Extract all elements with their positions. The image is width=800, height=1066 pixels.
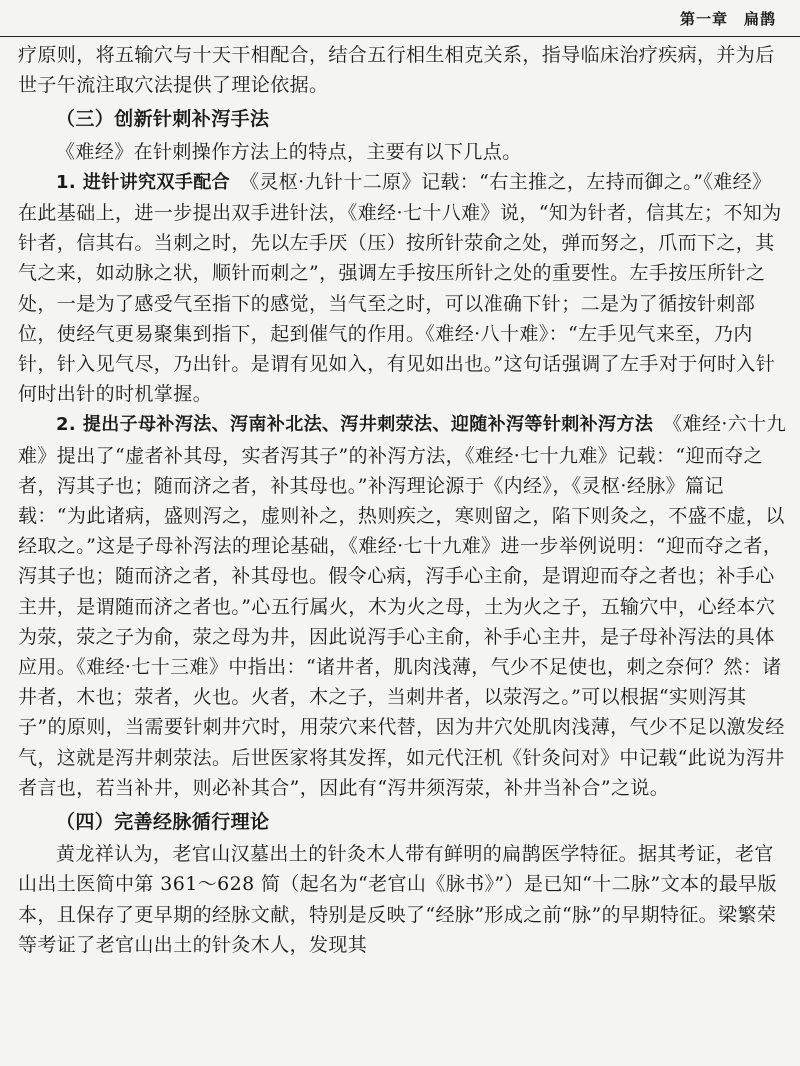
item-2-heading: 2. 提出子母补泻法、泻南补北法、泻井刺荥法、迎随补泻等针刺补泻方法 [56,414,654,436]
section-heading-4: （四）完善经脉循行理论 [56,811,270,834]
item-2-text: 《难经·六十九难》提出了“虚者补其母，实者泻其子”的补泻方法，《难经·七十九难》记载：“迎而夺之者，泻其子也；随而济之者，补其母也。”补泻理论源于《内经》，《灵枢·经脉》篇记载：“为此诸病，盛则泻之，虚则补之，热则疾之，寒则留之，陷下则灸之，不盛不虚，以经取之。”这是子母补泻法的理论基础，《难经·七十九难》进一步举例说明：“迎而夺之者，泻其子也；随而济之者，补其母也。假令心病，泻手心主俞，是谓迎而夺之者也；补手心主井，是谓随而济之者也。”心五行属火，木为火之母，土为火之子，五输穴中，心经本穴为荥，荥之子为俞，荥之母为井，因此说泻手心主俞，补手心主井，是子母补泻法的具体应用。《难经·七十三难》中指出：“诸井者，肌肉浅薄，气少不足使也，刺之奈何？然：诸井者，木也；荥者，火也。火者，木之子，当刺井者，以荥泻之。”可以根据“实则泻其子”的原则，当需要针刺井穴时，用荥穴来代替，因为井穴处肌肉浅薄，气少不足以激发经气，这就是泻井刺荥法。后世医家将其发挥，如元代汪机《针灸问对》中记载“此说为泻井者言也，若当补井，则必补其合”，因此有“泻井须泻荥，补井当补合”之说。 [18,413,786,799]
item-1-text: 《灵枢·九针十二原》记载：“右主推之，左持而御之。”《难经》在此基础上，进一步提出双手进针法，《难经·七十八难》说，“知为针者，信其左；不知为针者，信其右。当刺之时，先以左手厌（压）按所针荥俞之处，弹而努之，爪而下之，其气之来，如动脉之状，顺针而刺之”，强调左手按压所针之处的重要性。左手按压所针之处，一是为了感受气至指下的感觉，当气至之时，可以准确下针；二是为了循按针刺部位，使经气更易聚集到指下，起到催气的作用。《难经·八十难》：“左手见气来至，乃内针，针入见气尽，乃出针。是谓有见如入，有见如出也。”这句话强调了左手对于何时入针何时出针的时机掌握。 [18,170,782,406]
paragraph-continued: 疗原则，将五输穴与十天干相配合，结合五行相生相克关系，指导临床治疗疾病，并为后世子午流注取穴法提供了理论依据。 [18,44,775,97]
paragraph-item-2 [18,409,788,803]
paragraph-item-1 [18,167,788,410]
page-body [18,40,788,960]
running-head: 第一章 扁鹊 [679,10,776,28]
section-heading-3: （三）创新针刺补泻手法 [56,108,270,131]
header-rule [0,36,800,37]
paragraph-last: 黄龙祥认为，老官山汉墓出土的针灸木人带有鲜明的扁鹊医学特征。据其考证，老官山出土医简中第 361～628 简（起名为“老官山《脉书》”）是已知“十二脉”文本的最早版本，且保存了更早期的经脉文献，特别是反映了“经脉”形成之前“脉”的早期特征。梁繁荣等考证了老官山出土的针灸木人，发现其 [18,843,777,956]
paragraph-intro: 《难经》在针刺操作方法上的特点，主要有以下几点。 [56,140,522,163]
item-1-heading: 1. 进针讲究双手配合 [56,171,231,193]
